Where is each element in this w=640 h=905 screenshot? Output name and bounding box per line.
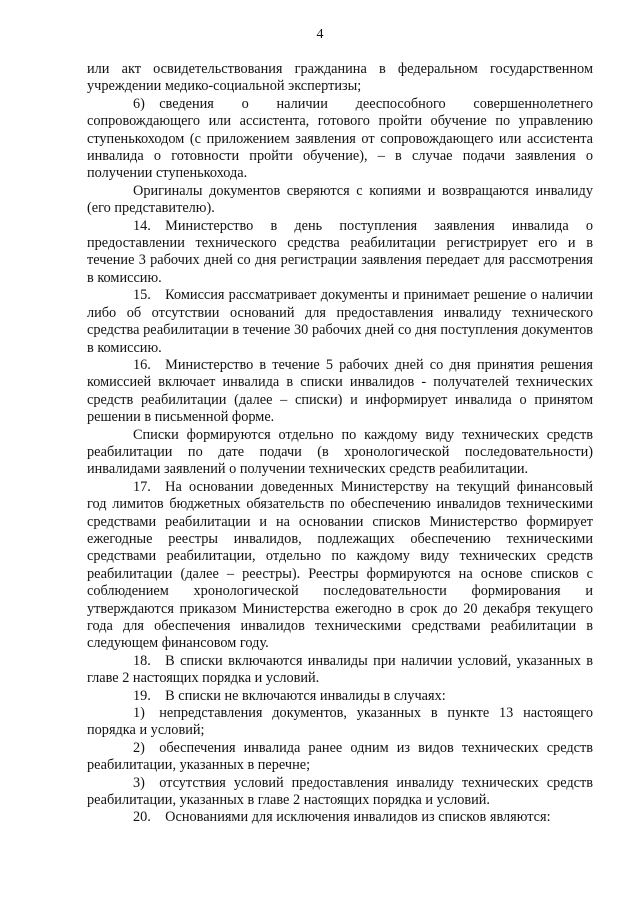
paragraph-19-item-2: 2) обеспечения инвалида ранее одним из видов технических средств реабилитации, указанных в перечне; [87, 739, 593, 774]
paragraph-continuation: или акт освидетельствования гражданина в федеральном государственном учреждении медико-социальной экспертизы; [87, 61, 593, 95]
paragraph-20: 20. Основаниями для исключения инвалидов из списков являются: [133, 809, 551, 826]
paragraph-lists-note: Списки формируются отдельно по каждому виду технических средств реабилитации по дате подачи (в хронологической последовательности) инвалидами заявлений о получении технических средств реабилитации. [87, 426, 593, 478]
paragraph-14: 14. Министерство в день поступления заявления инвалида о предоставлении технического средства реабилитации регистрирует его и в течение 3 рабочих дней со дня регистрации заявления передает для рассмотрения в комиссию. [87, 217, 593, 286]
paragraph-19-item-1: 1) непредставления документов, указанных в пункте 13 настоящего порядка и условий; [87, 705, 593, 739]
paragraph-15: 15. Комиссия рассматривает документы и принимает решение о наличии либо об отсутствии оснований для предоставления инвалиду технического средства реабилитации в течение 30 рабочих дней со дня поступления документов в комиссию. [87, 287, 593, 356]
paragraph-17: 17. На основании доведенных Министерству на текущий финансовый год лимитов бюджетных обязательств по обеспечению инвалидов техническими средствами реабилитации и на основании списков Министерство формирует ежегодные реестры инвалидов, подлежащих обеспечению техническими средствами реабилитации, отдельно по каждому виду технических средств реабилитации (далее – реестры). Реестры формируются на основе списков с соблюдением хронологической последовательности формирования и утверждаются приказом Министерства ежегодно в срок до 20 декабря текущего года для обеспечения инвалидов техническими средствами реабилитации в следующем финансовом году. [87, 478, 593, 652]
paragraph-19: 19. В списки не включаются инвалиды в случаях: [133, 687, 446, 704]
page-number: 4 [316, 27, 324, 42]
paragraph-16: 16. Министерство в течение 5 рабочих дней со дня принятия решения комиссией включает инвалида в списки инвалидов - получателей технических средств реабилитации (далее – списки) и информирует инвалида о принятом решении в письменной форме. [87, 356, 593, 426]
paragraph-19-item-3: 3) отсутствия условий предоставления инвалиду технических средств реабилитации, указанных в главе 2 настоящих порядка и условий. [87, 774, 593, 809]
paragraph-18: 18. В списки включаются инвалиды при наличии условий, указанных в главе 2 настоящих порядка и условий. [87, 652, 593, 687]
paragraph-originals-note: Оригиналы документов сверяются с копиями и возвращаются инвалиду (его представителю). [87, 182, 593, 217]
document-body [87, 61, 593, 827]
paragraph-item-6: 6) сведения о наличии дееспособного совершеннолетнего сопровождающего или ассистента, готового пройти обучение по управлению ступенькоходом (с приложением заявления от сопровождающего или ассистента инвалида о готовности пройти обучение), – в случае подачи заявления о получении ступенькохода. [87, 95, 593, 182]
